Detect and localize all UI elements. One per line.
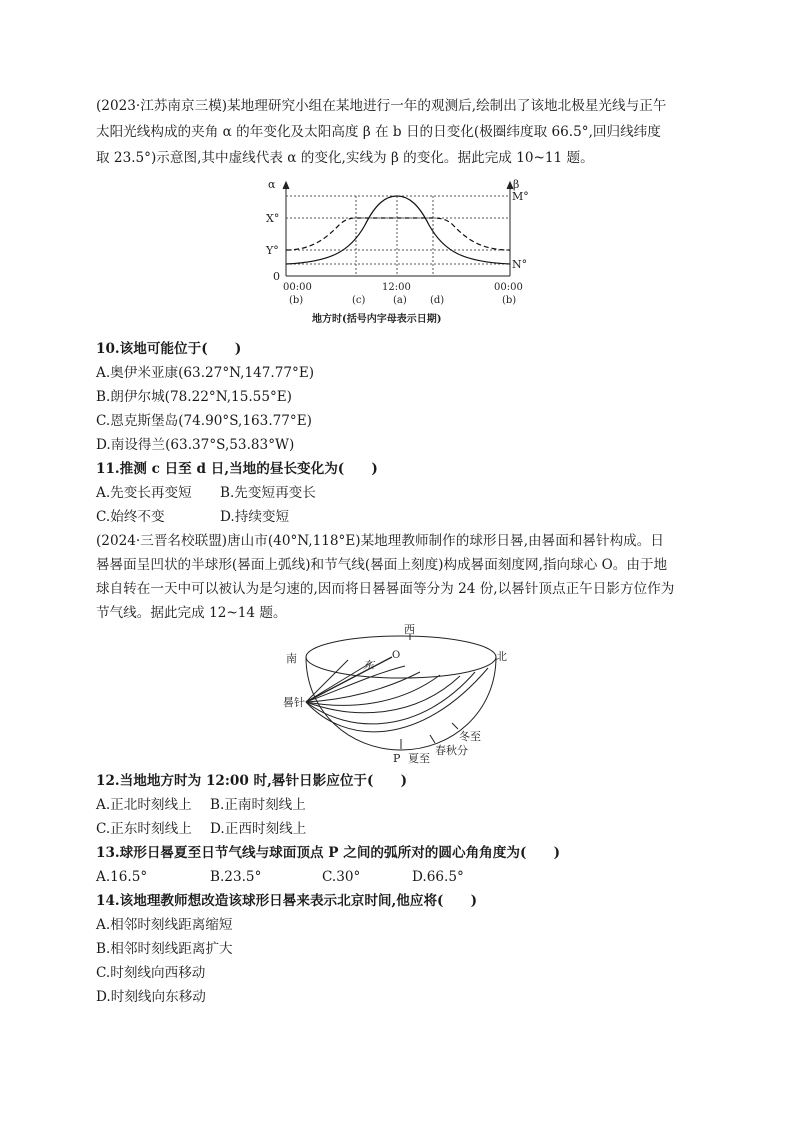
q14-stem: 14.该地理教师想改造该球形日晷来表示北京时间,他应将( ) xyxy=(96,893,478,909)
q11-option-a[interactable]: A.先变长再变短 xyxy=(96,485,192,501)
intro2-line-2: 晷晷面呈凹状的半球形(晷面上弧线)和节气线(晷面上刻度)构成晷面刻度网,指向球心 O。由于地 xyxy=(96,557,668,573)
intro1-line-2: 太阳光线构成的夹角 α 的年变化及太阳高度 β 在 b 日的日变化(极圈纬度取 66.5°,回归线纬度 xyxy=(96,124,661,140)
intro2-line-4: 节气线。据此完成 12~14 题。 xyxy=(96,605,287,621)
q10-stem: 10.该地可能位于( ) xyxy=(96,341,242,357)
intro2-line-3: 球自转在一天中可以被认为是匀速的,因而将日晷晷面等分为 24 份,以晷针顶点正午日影方位作为 xyxy=(96,581,675,597)
label-south: 南 xyxy=(286,652,297,665)
time-label-start: 00:00 xyxy=(283,282,312,293)
label-center-o: O xyxy=(392,650,401,661)
intro2-line-1: (2024·三晋名校联盟)唐山市(40°N,118°E)某地理教师制作的球形日晷,由晷面和晷针构成。日 xyxy=(96,533,664,549)
day-label-c: (c) xyxy=(352,295,366,306)
figure1-caption: 地方时(括号内字母表示日期) xyxy=(312,314,442,325)
time-label-end: 00:00 xyxy=(494,282,523,293)
q10-option-a[interactable]: A.奥伊米亚康(63.27°N,147.77°E) xyxy=(96,365,315,381)
q12-option-c[interactable]: C.正东时刻线上 xyxy=(96,821,192,837)
q13-option-c[interactable]: C.30° xyxy=(322,869,361,885)
day-label-b-end: (b) xyxy=(502,295,517,306)
q12-option-d[interactable]: D.正西时刻线上 xyxy=(210,821,307,837)
day-label-d: (d) xyxy=(430,295,445,306)
alpha-curve xyxy=(286,218,510,250)
q10-option-c[interactable]: C.恩克斯堡岛(74.90°S,163.77°E) xyxy=(96,413,312,429)
label-east: 东 xyxy=(363,659,374,672)
q11-option-c[interactable]: C.始终不变 xyxy=(96,509,165,525)
intro1-line-1: (2023·江苏南京三模)某地理研究小组在某地进行一年的观测后,绘制出了该地北极星光线与正午 xyxy=(96,98,667,114)
label-north: 北 xyxy=(496,650,507,663)
x-degree-label: X° xyxy=(266,212,280,225)
q11-option-d[interactable]: D.持续变短 xyxy=(220,509,290,525)
time-label-noon: 12:00 xyxy=(382,282,411,293)
day-label-a: (a) xyxy=(393,295,407,306)
m-degree-label: M° xyxy=(512,190,529,203)
q13-option-d[interactable]: D.66.5° xyxy=(412,869,464,885)
intro1-line-3: 取 23.5°)示意图,其中虚线代表 α 的变化,实线为 β 的变化。据此完成 10~11 题。 xyxy=(96,150,594,166)
q14-option-d[interactable]: D.时刻线向东移动 xyxy=(96,989,206,1005)
beta-axis-label: β xyxy=(513,178,520,191)
q10-option-d[interactable]: D.南设得兰(63.37°S,53.83°W) xyxy=(96,437,295,453)
q13-stem: 13.球形日晷夏至日节气线与球面顶点 P 之间的弧所对的圆心角角度为( ) xyxy=(96,845,561,861)
q14-option-a[interactable]: A.相邻时刻线距离缩短 xyxy=(96,917,233,933)
q11-stem: 11.推测 c 日至 d 日,当地的昼长变化为( ) xyxy=(96,461,378,477)
q11-option-b[interactable]: B.先变短再变长 xyxy=(220,485,316,501)
day-label-b-start: (b) xyxy=(289,295,304,306)
q12-option-b[interactable]: B.正南时刻线上 xyxy=(210,797,306,813)
label-summer-solstice: 夏至 xyxy=(408,752,430,765)
n-degree-label: N° xyxy=(512,258,528,271)
beta-curve xyxy=(286,196,510,264)
q13-option-b[interactable]: B.23.5° xyxy=(210,869,262,885)
origin-label: 0 xyxy=(273,270,280,283)
q14-option-c[interactable]: C.时刻线向西移动 xyxy=(96,965,206,981)
figure-spherical-sundial xyxy=(280,620,520,770)
label-west: 西 xyxy=(404,623,415,636)
y-degree-label: Y° xyxy=(266,244,279,257)
q12-option-a[interactable]: A.正北时刻线上 xyxy=(96,797,192,813)
alpha-axis-label: α xyxy=(268,178,276,191)
label-winter-solstice: 冬至 xyxy=(459,730,481,743)
q13-option-a[interactable]: A.16.5° xyxy=(96,869,148,885)
q10-option-b[interactable]: B.朗伊尔城(78.22°N,15.55°E) xyxy=(96,389,292,405)
label-gnomon: 晷针 xyxy=(283,696,305,709)
q14-option-b[interactable]: B.相邻时刻线距离扩大 xyxy=(96,941,233,957)
label-point-p: P xyxy=(393,752,401,765)
figure-alpha-beta-diagram xyxy=(262,172,542,330)
q12-stem: 12.当地地方时为 12:00 时,晷针日影应位于( ) xyxy=(96,773,408,789)
label-equinox: 春秋分 xyxy=(435,744,468,757)
